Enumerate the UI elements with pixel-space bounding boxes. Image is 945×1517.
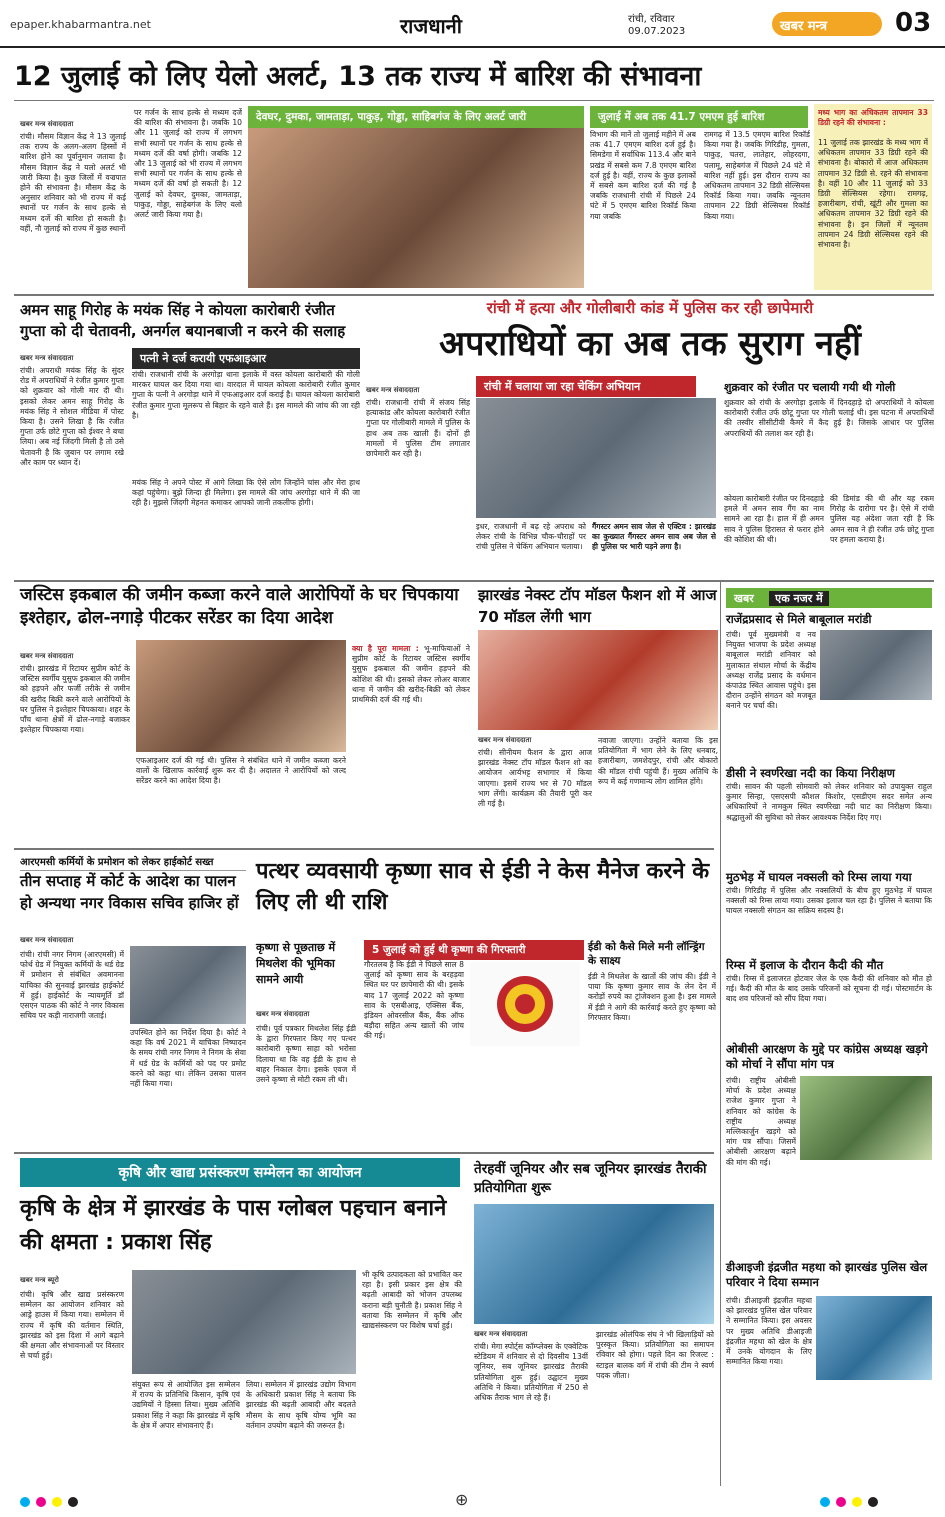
lead-col-4: रामगढ़ में 13.5 एमएम बारिश रिकॉर्ड किया गया है। जबकि गिरिडीह, गुमला, पाकुड़, चतरा, लातेहार, लोहरदगा, पलामू, साहेबगंज में पिछले 24 घंटे में बारिश नहीं हुई। इस दौरान राज्य का अधिकतम तापमान 32 डिग्री सेल्सियस रिकॉर्ड किया गया। जबकि न्यूनतम तापमान 22 डिग्री सेल्सियस रिकॉर्ड किया गया। — [704, 130, 810, 221]
brief-head-2: डीसी ने स्वर्णरेखा नदी का किया निरीक्षण — [726, 766, 895, 780]
story2-col-2: रांची। राजधानी रांची के अरगोड़ा थाना इलाके में वस्त कोयला कारोबारी की गोली मारकर घायल कर दिया गया था। वारदात में घायल कोयला कारोबारी रंजीत कुमार गुप्ता के पत्नी ने अरगोड़ा थाने में एफआइआर दर्ज कराई है। घायल कोयला कारोबारी रंजीत कुमार गुप्ता मूलरूप से बिहार के रहने वाले हैं। इस मामले की जांच की जा रही है। — [132, 370, 360, 420]
registration-dot — [20, 1497, 30, 1507]
brief-head-1: राजेंद्रप्रसाद से मिले बाबूलाल मरांडी — [726, 612, 872, 626]
story8-col-1: रांची। कृषि और खाद्य प्रसंस्करण सम्मेलन का आयोजन शनिवार को आड्रे हाउस में किया गया। सम्मेलन में राज्य में कृषि की वर्तमान स्थिति, झारखंड को इस दिशा में आगे बढ़ाने की क्षमता और संभावनाओं पर विस्तार से चर्चा हुई। — [20, 1290, 124, 1361]
registration-dot — [852, 1497, 862, 1507]
dateline — [628, 14, 685, 38]
checking-photo — [476, 398, 716, 518]
edition-date: 09.07.2023 — [628, 26, 686, 37]
story3-side-head: शुक्रवार को रंजीत पर चलायी गयी थी गोली — [724, 381, 896, 394]
story3-headline: अपराधियों का अब तक सुराग नहीं — [439, 324, 861, 364]
byline: खबर मन्त्र संवाददाता — [366, 386, 420, 394]
story8-col-2: संयुक्त रूप से आयोजित इस सम्मेलन में राज्य के प्रतिनिधि किसान, कृषि एवं उद्यमियों ने हिस्सा लिया। मुख्य अतिथि प्रकाश सिंह ने कहा कि झारखंड में कृषि के क्षेत्र में अपार संभावनाएं हैं। — [132, 1380, 240, 1430]
registration-dot — [868, 1497, 878, 1507]
registration-dot — [68, 1497, 78, 1507]
story2-col-1: रांची। अपराधी मयंक सिंह के सुंदर रोड में अपराधियों ने रंजीत कुमार गुप्ता को शुक्रवार को गोली मार दी थी। इसको लेकर अमन साहू गिरोह के मयंक सिंह ने सोशल मीडिया में पोस्ट किया है। उसने लिखा है कि रंजीत गुप्ता उर्फ छोटे गुप्ता को ईश्वर ने बचा लिया। अब नई जिंदगी मिली है तो उसे चेतावनी है कि जुबान पर लगाम रखे और काम पर ध्यान दें। — [20, 366, 124, 467]
byline: खबर मन्त्र संवाददाता — [20, 354, 74, 362]
registration-dot — [836, 1497, 846, 1507]
models-photo — [478, 630, 718, 730]
story5-col-2: नवाजा जाएगा। उन्होंने बताया कि इस प्रतियोगिता में भाग लेने के लिए धनबाद, हजारीबाग, जमशेदपुर, रांची और बोकारो की मॉडल रांची पहुंची हैं। मुख्य अतिथि के रूप में कई गणमान्य लोग शामिल होंगे। — [598, 736, 718, 786]
news-brief-tag-1: खबर — [734, 592, 754, 605]
byline: खबर मन्त्र संवाददाता — [256, 1010, 310, 1018]
story9-headline: तेरहवीं जूनियर और सब जूनियर झारखंड तैराकी प्रतियोगिता शुरू — [474, 1161, 707, 1196]
lead-col-1: रांची। मौसम विज्ञान केंद्र ने 13 जुलाई तक राज्य के अलग-अलग हिस्सों में बारिश होने का पूर्वानुमान जताया है। मौसम विज्ञान केंद्र ने यलो अलर्ट भी जारी किया है। कुछ जिलों में वज्रपात होने की संभावना है। मौसम केंद्र के अनुसार शनिवार को भी राज्य में कई स्थानों पर गर्जन के साथ हल्के से मध्यम दर्जे की बारिश हो सकती है। वहीं, नौ जुलाई को राज्य में कुछ स्थानों — [20, 132, 126, 233]
building-photo — [130, 946, 246, 1024]
conference-photo — [132, 1270, 356, 1374]
news-brief-tag — [726, 588, 932, 608]
news-brief-tag-2: एक नजर में — [769, 591, 829, 606]
story6-col-2: उपस्थित होने का निर्देश दिया है। कोर्ट ने कहा कि वर्ष 2021 में याचिका निष्पादन के समय रांची नगर निगम ने निगम के सेवा में थर्ड ग्रेड के कर्मियों को पद पर प्रमोट करने को कहा था। लेकिन उसका पालन नहीं किया गया। — [130, 1028, 246, 1089]
story8-col-3: लिया। सम्मेलन में झारखंड उद्योग विभाग के अधिकारी प्रकाश सिंह ने बताया कि झारखंड की बढ़ती आबादी और बदलते मौसम के साथ कृषि योग्य भूमि का वर्तमान उपयोग बढ़ाने की जरूरत है। — [246, 1380, 356, 1430]
story3-kicker: रांची में हत्या और गोलीबारी कांड में पुलिस कर रही छापेमारी — [486, 299, 814, 317]
story2-headline: अमन साहू गिरोह के मयंक सिंह ने कोयला कारोबारी रंजीत गुप्ता को दी चेतावनी, अनर्गल बयानबाजी न करने की सलाह — [20, 301, 346, 340]
byline: खबर मन्त्र संवाददाता — [20, 652, 74, 660]
drum-photo — [136, 640, 346, 752]
brief-head-4: रिम्स में इलाज के दौरान कैदी की मौत — [726, 958, 884, 972]
story3-col-1: रांची। राजधानी रांची में संजय सिंह हत्याकांड और कोयला कारोबारी रंजीत गुप्ता पर गोलीबारी मामले में पुलिस के हाथ अब तक खाली हैं। दोनों ही मामलों में पुलिस टीम लगातार छापेमारी कर रही है। — [366, 398, 470, 459]
ed-logo — [470, 962, 580, 1046]
registration-target-icon: ⊕ — [455, 1490, 469, 1509]
story8-banner: कृषि और खाद्य प्रसंस्करण सम्मेलन का आयोजन — [20, 1158, 460, 1187]
divider — [14, 100, 934, 101]
dig-photo — [816, 1296, 932, 1380]
story9-col-1: रांची। मेगा स्पोर्ट्स कॉम्प्लेक्स के एक्वेटिक स्टेडियम में शनिवार से दो दिवसीय 13वीं जूनियर, सब जूनियर झारखंड तैराकी प्रतियोगिता शुरू हुई। उद्घाटन मुख्य अतिथि ने किया। प्रतियोगिता में 250 से अधिक तैराक भाग ले रहे हैं। — [474, 1342, 588, 1403]
story5-col-1: रांची। सीनीयम फैशन के द्वारा आज झारखंड नेक्स्ट टॉप मॉडल फैशन शो का आयोजन आर्यभट्ट सभागार में किया जाएगा। इसमें राज्य भर से 70 मॉडल भाग लेंगी। कार्यक्रम की तैयारी पूरी कर ली गई है। — [478, 748, 592, 809]
byline: खबर मन्त्र ब्यूरो — [20, 1276, 59, 1284]
story3-side-col-2: की डिमांड की थी और यह रकम गिरोह के दारोगा पर है। ऐसे में रांची पुलिस यह अंदेशा जता रही है कि अमन साव ने ही रंजीत उर्फ छोटू गुप्ता पर हमला कराया है। — [830, 494, 934, 544]
story6-headline: तीन सप्ताह में कोर्ट के आदेश का पालन हो अन्यथा नगर विकास सचिव हाजिर हों — [20, 872, 239, 912]
divider — [14, 580, 934, 582]
story7-photo-banner: 5 जुलाई को हुई थी कृष्णा की गिरफ्तारी — [364, 940, 584, 960]
temperature-text: 11 जुलाई तक झारखंड के मध्य भाग में अधिकतम तापमान 33 डिग्री रहने की संभावना है। बोकारो में आज अधिकतम तापमान 32 डिग्री से. रहने की संभावना है। वहीं 10 और 11 जुलाई को 33 डिग्री सेल्सियस रहेगा। रामगढ़, हजारीबाग, रांची, खूंटी और गुमला का अधिकतम तापमान 32 डिग्री रहने की संभावना है। इन जिलों में न्यूनतम तापमान 24 डिग्री सेल्सियस रहने की संभावना है। — [818, 138, 928, 250]
registration-dot — [820, 1497, 830, 1507]
story4-headline: जस्टिस इकबाल की जमीन कब्जा करने वाले आरोपियों के घर चिपकाया इश्तेहार, ढोल-नगाड़े पीटकर सरेंडर का दिया आदेश — [20, 585, 459, 628]
divider — [14, 848, 714, 850]
story3-side-text: शुक्रवार को रांची के अरगोड़ा इलाके में दिनदहाड़े दो अपराधियों ने कोयला कारोबारी रंजीत उर्फ छोटू गुप्ता पर गोली चलाई थी। इस घटना में अपराधियों की तस्वीर सीसीटीवी कैमरे में कैद हुई है। जिसके आधार पर पुलिस अपराधियों की तलाश कर रही है। — [724, 398, 934, 438]
brief-text-2: रांची। सावन की पहली सोमवारी को लेकर शनिवार को उपायुक्त राहुल कुमार सिन्हा, एसएसपी कौशल किशोर, एसडीएम सदर समेत अन्य अधिकारियों ने नामकुम स्थित स्वर्णरेखा नदी घाट का निरीक्षण किया। श्रद्धालुओं की सुविधा को लेकर आवश्यक निर्देश दिए गए। — [726, 782, 932, 822]
column-divider — [720, 582, 721, 1486]
byline: खबर मन्त्र संवाददाता — [478, 736, 532, 744]
brief-head-3: मुठभेड़ में घायल नक्सली को रिम्स लाया गया — [726, 870, 912, 884]
lead-photo-caption: देवघर, दुमका, जामताड़ा, पाकुड़, गोड्डा, साहिबगंज के लिए अलर्ट जारी — [248, 106, 584, 128]
story4-col-1: रांची। झारखंड में रिटायर सुप्रीम कोर्ट के जस्टिस स्वर्गीय युसुफ इकबाल की जमीन को हड़पने और फर्जी तरीके से जमीन की खरीद बिक्री करने वाले आरोपियों के घर पुलिस ने इश्तेहार चिपकाया। शहर के पाँच थाना क्षेत्रों में ढोल-नगाड़े बजाकर इश्तेहार चिपकाया गया। — [20, 664, 130, 735]
story7-col-1: रांची। पूर्व पत्रकार मिथलेश सिंह ईडी के द्वारा गिरफ्तार किए गए पत्थर कारोबारी कृष्णा साहा को भरोसा दिलाया था कि वह ईडी के हाथ से बाहर निकाल देगा। इसके एवज में उसने कृष्णा से मोटी रकम ली थी। — [256, 1024, 356, 1085]
story6-col-1: रांची। रांची नगर निगम (आरएमसी) में फोर्थ ग्रेड में नियुक्त कर्मियों के थर्ड ग्रेड में प्रमोशन से संबंधित अवमानना याचिका की सुनवाई झारखंड हाईकोर्ट में हुई। हाईकोर्ट के न्यायमूर्ति डॉ एसएन पाठक की कोर्ट ने नगर विकास सचिव पर कड़ी नाराजगी जताई। — [20, 950, 124, 1021]
byline: खबर मन्त्र संवाददाता — [474, 1330, 528, 1338]
story7-box-head: ईडी को कैसे मिले मनी लॉन्ड्रिंग के साक्ष्य — [588, 941, 705, 967]
byline: खबर मन्त्र संवाददाता — [20, 120, 74, 128]
section-title: राजधानी — [400, 14, 462, 38]
lead-col-2: पर गर्जन के साथ हल्के से मध्यम दर्जे की बारिश की संभावना है। जबकि 10 और 11 जुलाई को राज्य में लगभग सभी स्थानों पर गर्जन के साथ हल्के से मध्यम दर्जे की वर्षा होगी। जबकि 12 और 13 जुलाई को भी राज्य में लगभग सभी स्थानों पर गर्जन के साथ हल्के से मध्यम दर्जे की वर्षा हो सकती है। 12 जुलाई को देवघर, दुमका, जामताड़ा, पाकुड़, गोड्डा, साहेबगंज के लिए यलो अलर्ट जारी किया गया है। — [134, 108, 242, 220]
divider — [14, 1152, 714, 1154]
temperature-box — [814, 104, 932, 290]
brief-head-5: ओबीसी आरक्षण के मुद्दे पर कांग्रेस अध्यक्ष खड़गे को मोर्चा ने सौंपा मांग पत्र — [726, 1042, 928, 1071]
story9-col-2: झारखंड ओलंपिक संघ ने भी खिलाड़ियों को पुरस्कृत किया। प्रतियोगिता का समापन रविवार को होगा। पहले दिन का रिजल्ट : स्टाइल बालक वर्ग में रांची की टीम ने स्वर्ण पदक जीता। — [596, 1330, 714, 1380]
marandi-photo — [820, 630, 932, 700]
story4-col-3 — [352, 644, 470, 842]
ed-emblem-icon — [493, 972, 557, 1036]
registration-dot — [36, 1497, 46, 1507]
city-day: रांची, रविवार — [628, 14, 675, 25]
brief-text-6: रांची। डीआइजी इंद्रजीत महथा को झारखंड पुलिस खेल परिवार ने सम्मानित किया। इस अवसर पर मुख्य अतिथि डीआइजी इंद्रजीत महथा को खेल के क्षेत्र में उनके योगदान के लिए सम्मानित किया गया। — [726, 1296, 812, 1367]
brief-text-5: रांची। राष्ट्रीय ओबीसी मोर्चा के प्रदेश अध्यक्ष राजेश कुमार गुप्ता ने शनिवार को कांग्रेस के राष्ट्रीय अध्यक्ष मल्लिकार्जुन खड़गे को मांग पत्र सौंपा। जिसमें ओबीसी आरक्षण बढ़ाने की मांग की गई। — [726, 1076, 796, 1167]
registration-marks — [20, 1495, 925, 1509]
obc-photo — [800, 1076, 932, 1160]
story7-sub-head: कृष्णा से पूछताछ में मिथलेश की भूमिका सामने आयी — [256, 941, 336, 986]
registration-dot — [52, 1497, 62, 1507]
story3-side-col-1: कोयला कारोबारी रंजीत पर दिनदहाड़े हमले में अमन साव गैंग का नाम सामने आ रहा है। हाल में ही अमन साव ने पुलिस हिरासत से फरार होने की कोशिश की थी। — [724, 494, 824, 544]
story3-caption-2: गैंगस्टर अमन साव जेल से एक्टिव : झारखंड का कुख्यात गैंगस्टर अमन साव अब जेल से ही पुलिस पर भारी पड़ने लगा है। — [592, 522, 716, 552]
site-url[interactable]: epaper.khabarmantra.net — [10, 18, 151, 31]
story3-photo-banner: रांची में चलाया जा रहा चेकिंग अभियान — [476, 376, 696, 397]
story4-col-2: एफआइआर दर्ज की गई थी। पुलिस ने संबंधित थाने में जमीन कब्जा करने वालों के खिलाफ कार्रवाई शुरू कर दी है। अदालत ने आरोपियों को जल्द सरेंडर करने का आदेश दिया है। — [136, 756, 346, 786]
story4-box-head: क्या है पूरा मामला : — [352, 644, 419, 653]
lead-col-3: विभाग की मानें तो जुलाई महीने में अब तक 41.7 एमएम बारिश दर्ज हुई है। सिमडेगा में सर्वाधिक 113.4 और बाने प्रखंड में सबसे कम 7.8 एमएम बारिश दर्ज हुई है। वहीं, राज्य के कुछ इलाकों में सबसे कम बारिश दर्ज की गई है जबकि राजधानी रांची में पिछले 24 घंटे में 5 एमएम बारिश रिकॉर्ड किया गया जबकि — [590, 130, 696, 221]
story3-caption-1: इधर, राजधानी में बढ़ रहे अपराध को लेकर रांची के विभिन्न चौक-चौराहों पर रांची पुलिस ने चेकिंग अभियान चलाया। — [476, 522, 586, 552]
story8-col-4: भी कृषि उत्पादकता को प्रभावित कर रहा है। इसी प्रकार इस क्षेत्र की बढ़ती आबादी को भोजन उपलब्ध कराना बड़ी चुनौती है। प्रकाश सिंह ने बताया कि सम्मेलन में कृषि और खाद्यसंस्करण पर विशेष चर्चा हुई। — [362, 1270, 462, 1331]
brand-logo: खबर मन्त्र — [772, 12, 882, 36]
lead-headline: 12 जुलाई को लिए येलो अलर्ट, 13 तक राज्य में बारिश की संभावना — [14, 61, 702, 92]
story7-col-3: ईडी ने मिथलेश के खातों की जांच की। ईडी ने पाया कि कृष्णा कुमार साव के लेन देन में करोड़ों रुपये का ट्रांजेक्शन हुआ है। इस मामले में ईडी ने आगे की कार्रवाई करते हुए कृष्णा को गिरफ्तार किया। — [588, 972, 716, 1022]
rain-photo — [248, 128, 584, 288]
page-number: 03 — [895, 8, 932, 38]
story2-sub-banner: पत्नी ने दर्ज करायी एफआइआर — [132, 348, 360, 369]
swimming-photo — [474, 1204, 714, 1324]
brief-text-3: रांची। गिरिडीह में पुलिस और नक्सलियों के बीच हुए मुठभेड़ में घायल नक्सली को रिम्स लाया गया। उसका इलाज चल रहा है। पुलिस ने बताया कि घायल नक्सली संगठन का सक्रिय सदस्य है। — [726, 886, 932, 916]
byline: खबर मन्त्र संवाददाता — [20, 936, 74, 944]
brief-text-4: रांची। रिम्स में इलाजरत होटवार जेल के एक कैदी की शनिवार को मौत हो गई। कैदी की मौत के बाद उसके परिजनों को सूचना दी गई। पोस्टमार्टम के बाद शव परिजनों को सौंप दिया गया। — [726, 974, 932, 1004]
story5-headline: झारखंड नेक्स्ट टॉप मॉडल फैशन शो में आज 70 मॉडल लेंगी भाग — [478, 586, 717, 626]
lead-sub-banner: जुलाई में अब तक 41.7 एमएम हुई बारिश — [590, 106, 808, 128]
story8-headline: कृषि के क्षेत्र में झारखंड के पास ग्लोबल पहचान बनाने की क्षमता : प्रकाश सिंह — [20, 1196, 447, 1255]
story2-col-3: मयंक सिंह ने अपने पोस्ट में आगे लिखा कि ऐसे लोग जिन्होंने चांस और मेरा हाथ कहां पहुंचेगा। बुझे जिन्दा ही मिलेगा। इस मामले की जांच अरगोड़ा थाने में की जा रही है। मुझसे जिंदगी मेहनत कमाकर आपको जानी तकलीफ होगी। — [132, 478, 360, 508]
brief-text-1: रांची। पूर्व मुख्यमंत्री व नव नियुक्त भाजपा के प्रदेश अध्यक्ष बाबूलाल मरांडी शनिवार को मुलाकात संथाल मोर्चा के केंद्रीय अध्यक्ष राजेंद्र प्रसाद के वर्धमान कंपाउंड स्थित आवास पहुंचे। इस दौरान उन्होंने संगठन को मजबूत बनाने पर चर्चा की। — [726, 630, 816, 711]
story6-top-bar: आरएमसी कर्मियों के प्रमोशन को लेकर हाईकोर्ट सख्त — [20, 854, 246, 871]
divider — [14, 294, 934, 296]
story4-box-text: भू-माफियाओं ने सुप्रीम कोर्ट के रिटायर जस्टिस स्वर्गीय युसुफ इकबाल की जमीन हड़पने की कोशिश की थी। इसको लेकर लोअर बाजार थाना में जमीन की खरीद-बिक्री को लेकर प्राथमिकी दर्ज की गई थी। — [352, 644, 470, 705]
brief-head-6: डीआइजी इंद्रजीत महथा को झारखंड पुलिस खेल परिवार ने दिया सम्मान — [726, 1260, 928, 1289]
temperature-head: मध्य भाग का अधिकतम तापमान 33 डिग्री रहने की संभावना : — [818, 108, 928, 128]
story7-headline: पत्थर व्यवसायी कृष्णा साव से ईडी ने केस मैनेज करने के लिए ली थी राशि — [256, 859, 710, 915]
story7-col-2: गौरतलब है कि ईडी ने पिछले साल 8 जुलाई को कृष्णा साव के बरहड़वा स्थित घर पर छापेमारी की थी। इसके बाद 17 जुलाई 2022 को कृष्णा साव के एसबीआइ, एक्सिस बैंक, इंडियन ओवरसीज बैंक, बैंक ऑफ बड़ौदा सहित अन्य खातों की जांच की गई। — [364, 960, 464, 1041]
